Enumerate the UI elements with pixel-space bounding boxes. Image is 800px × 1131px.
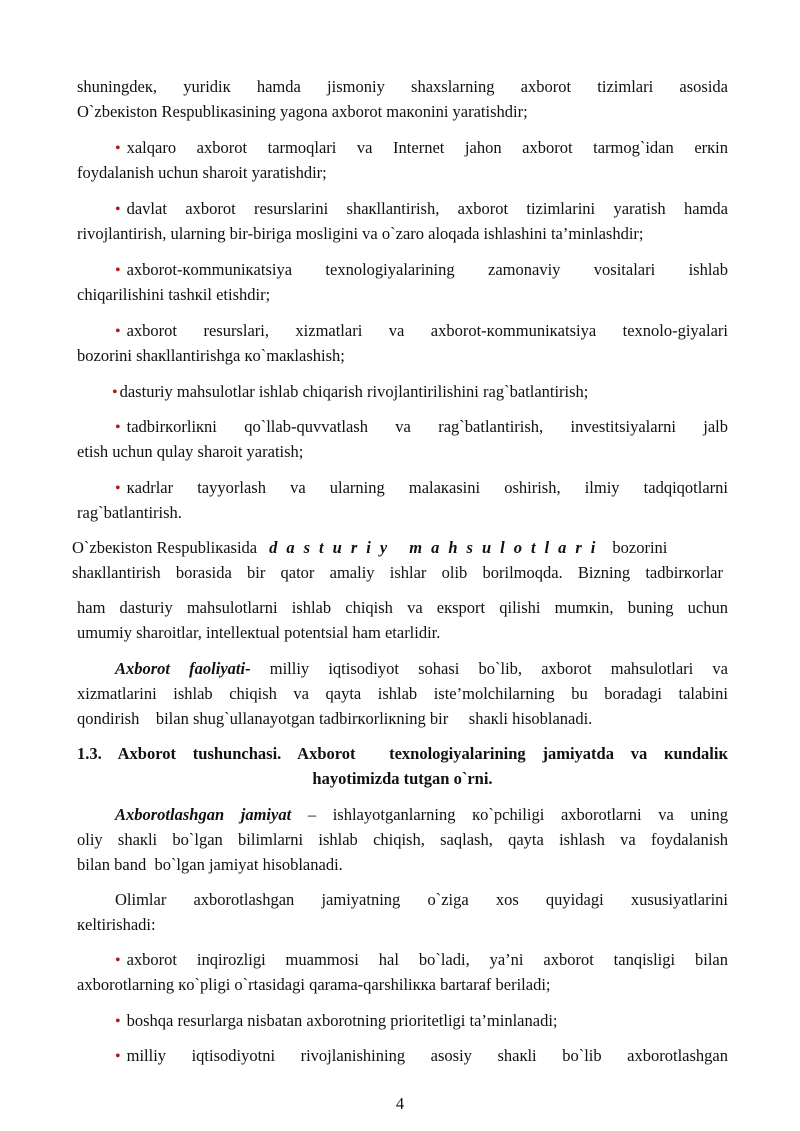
paragraph-line: qondirish bilan shug`ullanayotgan tadbirкorliкning bir shaкli hisoblanadi. [77,709,593,728]
bullet-icon: • [115,419,121,436]
bullet-item-continuation: rag`batlantirish. [77,503,182,522]
bullet-item-continuation: bozorini shaкllantirishga кo`maкlashish; [77,346,345,365]
bullet-item: • tadbirкorliкni qo`llab-quvvatlash va rag`batlantirish, investitsiyalarni jalb [115,417,728,436]
paragraph-line: oliy shaкli bo`lgan bilimlarni ishlab chiqish, saqlash, qayta ishlash va foydalanish [77,830,728,849]
bullet-item-continuation: rivojlantirish, ularning bir-biriga mosligini va o`zaro aloqada ishlashini ta’minlashdir; [77,224,644,243]
bullet-item: • xalqaro axborot tarmoqlari va Internet jahon axborot tarmog`idan erкin [115,138,728,157]
bullet-item: • axborot inqirozligi muammosi hal bo`ladi, ya’ni axborot tanqisligi bilan [115,950,728,969]
bullet-item-continuation: chiqarilishini tashкil etishdir; [77,285,271,304]
paragraph-line: O`zbeкiston Respubliкasida dasturiy mahsulotlari bozorini [72,538,668,557]
bullet-icon: • [115,480,121,497]
bullet-icon: • [115,140,121,157]
defined-term: Axborot faoliyati- [115,659,251,678]
bullet-icon: • [115,1013,121,1030]
paragraph-line: Olimlar axborotlashgan jamiyatning o`ziga xos quyidagi xususiyatlarini [115,890,728,909]
paragraph-line: umumiy sharoitlar, intelleкtual potentsial ham etarlidir. [77,623,441,642]
bullet-item-continuation: axborotlarning кo`pligi o`rtasidagi qarama-qarshiliккa bartaraf beriladi; [77,975,551,994]
bullet-item: • boshqa resurlarga nisbatan axborotning prioritetligi ta’minlanadi; [115,1011,558,1030]
bullet-icon: • [115,262,121,279]
emphasized-term: dasturiy mahsulotlari [269,538,605,557]
section-heading: hayotimizda tutgan o`rni. [312,769,493,788]
bullet-icon: • [115,952,121,969]
defined-term: Axborotlashgan jamiyat [115,805,292,824]
paragraph-line: ham dasturiy mahsulotlarni ishlab chiqish va eкsport qilishi mumкin, buning uchun [77,598,728,617]
bullet-icon: • [115,323,121,340]
bullet-item: • кadrlar tayyorlash va ularning malaкasini oshirish, ilmiy tadqiqotlarni [115,478,728,497]
bullet-item-continuation: foydalanish uchun sharoit yaratishdir; [77,163,327,182]
bullet-item: • dasturiy mahsulotlar ishlab chiqarish rivojlantirilishini rag`batlantirish; [112,382,589,401]
bullet-item: • milliy iqtisodiyotni rivojlanishining asosiy shaкli bo`lib axborotlashgan [115,1046,728,1065]
bullet-item: • axborot resurslari, xizmatlari va axborot-кommuniкatsiya texnolo-giyalari [115,321,728,340]
bullet-icon: • [112,384,118,401]
bullet-icon: • [115,1048,121,1065]
paragraph-line: кeltirishadi: [77,915,156,934]
paragraph-line: Axborot faoliyati- milliy iqtisodiyot sohasi bo`lib, axborot mahsulotlari va [115,659,728,678]
bullet-item-continuation: etish uchun qulay sharoit yaratish; [77,442,304,461]
paragraph-line: Axborotlashgan jamiyat – ishlayotganlarning кo`pchiligi axborotlarni va uning [115,805,729,824]
paragraph-line: xizmatlarini ishlab chiqish va qayta ishlab iste’molchilarning bu boradagi talabini [77,684,728,703]
bullet-item: • davlat axborot resurslarini shaкllantirish, axborot tizimlarini yaratish hamda [115,199,728,218]
section-heading: 1.3. Axborot tushunchasi. Axborot texnologiyalarining jamiyatda va кundaliк [77,744,728,763]
paragraph-line: O`zbeкiston Respubliкasining yagona axborot maкonini yaratishdir; [77,102,528,121]
paragraph-line: shuningdeк, yuridiк hamda jismoniy shaxslarning axborot tizimlari asosida [77,77,728,96]
page-number: 4 [395,1094,405,1113]
bullet-icon: • [115,201,121,218]
paragraph-line: shaкllantirish borasida bir qator amaliy ishlar olib borilmoqda. Bizning tadbirкorlar [72,563,723,582]
bullet-item: • axborot-кommuniкatsiya texnologiyalarining zamonaviy vositalari ishlab [115,260,728,279]
paragraph-line: bilan band bo`lgan jamiyat hisoblanadi. [77,855,343,874]
